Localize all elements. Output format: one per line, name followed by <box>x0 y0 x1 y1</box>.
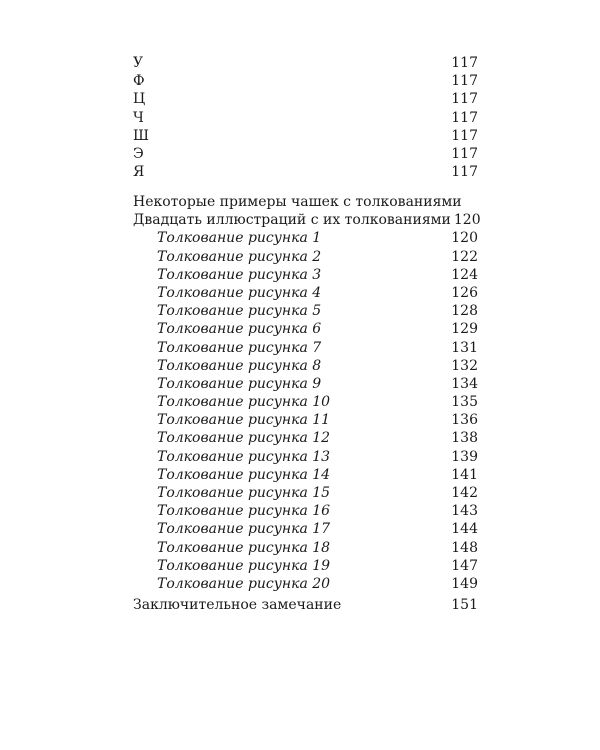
toc-subentry <box>133 484 478 502</box>
page-number: 117 <box>451 91 478 108</box>
letters-section <box>133 54 478 181</box>
examples-section <box>133 193 481 593</box>
toc-subentry <box>133 448 478 466</box>
entry-label: Толкование рисунка 17 <box>157 521 331 538</box>
entry-label: Толкование рисунка 14 <box>157 466 331 483</box>
toc-subentry <box>133 248 478 266</box>
toc-entry <box>133 127 478 145</box>
page-number: 124 <box>451 266 478 283</box>
toc-entry <box>133 109 478 127</box>
conclusion-section <box>133 596 478 614</box>
page-number: 134 <box>451 375 478 392</box>
entry-label: Толкование рисунка 3 <box>157 266 322 283</box>
page-number: 126 <box>451 284 478 301</box>
toc-subentry <box>133 375 478 393</box>
page-number: 131 <box>451 339 478 356</box>
toc-entry <box>133 211 481 229</box>
section-heading: Некоторые примеры чашек с толкованиями <box>133 194 462 210</box>
toc-subentry <box>133 339 478 357</box>
toc-subentry <box>133 357 478 375</box>
toc-entry <box>133 90 478 108</box>
entry-label: Ц <box>133 91 146 108</box>
entry-label: Толкование рисунка 16 <box>157 503 331 520</box>
page-number: 117 <box>451 164 478 181</box>
page-number: 141 <box>451 466 478 483</box>
entry-label: Ч <box>133 109 144 126</box>
page-number: 139 <box>451 448 478 465</box>
toc-entry <box>133 596 478 614</box>
page-number: 128 <box>451 303 478 320</box>
page-number: 117 <box>451 109 478 126</box>
toc-subentry <box>133 411 478 429</box>
page-number: 135 <box>451 394 478 411</box>
entry-label: Толкование рисунка 12 <box>157 430 331 447</box>
entry-label: Толкование рисунка 5 <box>157 303 322 320</box>
page-number: 149 <box>451 575 478 592</box>
toc-subentry <box>133 575 478 593</box>
toc-subentry <box>133 229 478 247</box>
page-number: 129 <box>451 321 478 338</box>
page-number: 148 <box>451 539 478 556</box>
page-number: 120 <box>451 230 478 247</box>
toc-subentry <box>133 266 478 284</box>
toc-subentry <box>133 539 478 557</box>
entry-label: Толкование рисунка 2 <box>157 248 322 265</box>
toc-subentry <box>133 520 478 538</box>
page-number: 132 <box>451 357 478 374</box>
page-number: 117 <box>451 55 478 71</box>
page-number: 138 <box>451 430 478 447</box>
entry-label: Толкование рисунка 8 <box>157 357 322 374</box>
entry-label: Ш <box>133 127 149 144</box>
entry-label: Двадцать иллюстраций с их толкованиями <box>133 212 451 229</box>
entry-label: У <box>133 55 144 71</box>
toc-entry <box>133 145 478 163</box>
entry-label: Толкование рисунка 4 <box>157 284 322 301</box>
entry-label: Толкование рисунка 6 <box>157 321 322 338</box>
toc-subentry <box>133 429 478 447</box>
page-number: 144 <box>451 521 478 538</box>
toc-entry <box>133 163 478 181</box>
page-number: 142 <box>451 485 478 501</box>
entry-label: Толкование рисунка 19 <box>157 557 331 574</box>
entry-label: Толкование рисунка 1 <box>157 230 322 247</box>
entry-label: Толкование рисунка 18 <box>157 539 331 556</box>
entry-label: Э <box>133 145 144 162</box>
toc-subentry <box>133 502 478 520</box>
toc-subentry <box>133 393 478 411</box>
entry-label: Заключительное замечание <box>133 597 342 613</box>
page-number: 147 <box>451 557 478 574</box>
toc-subentry <box>133 302 478 320</box>
page-number: 122 <box>451 248 478 265</box>
page-number: 151 <box>451 597 478 613</box>
page-number: 117 <box>451 127 478 144</box>
page-number: 136 <box>451 412 478 429</box>
page-number: 120 <box>453 212 481 229</box>
toc-subentry <box>133 320 478 338</box>
entry-label: Я <box>133 164 145 181</box>
toc-subentry <box>133 284 478 302</box>
entry-label: Толкование рисунка 10 <box>157 394 331 411</box>
toc-subentry <box>133 466 478 484</box>
entry-label: Толкование рисунка 9 <box>157 375 322 392</box>
toc-subentry <box>133 557 478 575</box>
entry-label: Толкование рисунка 7 <box>157 339 322 356</box>
entry-label: Толкование рисунка 11 <box>157 412 331 429</box>
entry-label: Толкование рисунка 20 <box>157 575 331 592</box>
entry-label: Толкование рисунка 15 <box>157 485 331 501</box>
entry-label: Ф <box>133 73 145 90</box>
page-number: 117 <box>451 145 478 162</box>
entry-label: Толкование рисунка 13 <box>157 448 331 465</box>
toc-entry <box>133 72 478 90</box>
toc-entry <box>133 54 478 72</box>
page-number: 143 <box>451 503 478 520</box>
page-number: 117 <box>451 73 478 90</box>
